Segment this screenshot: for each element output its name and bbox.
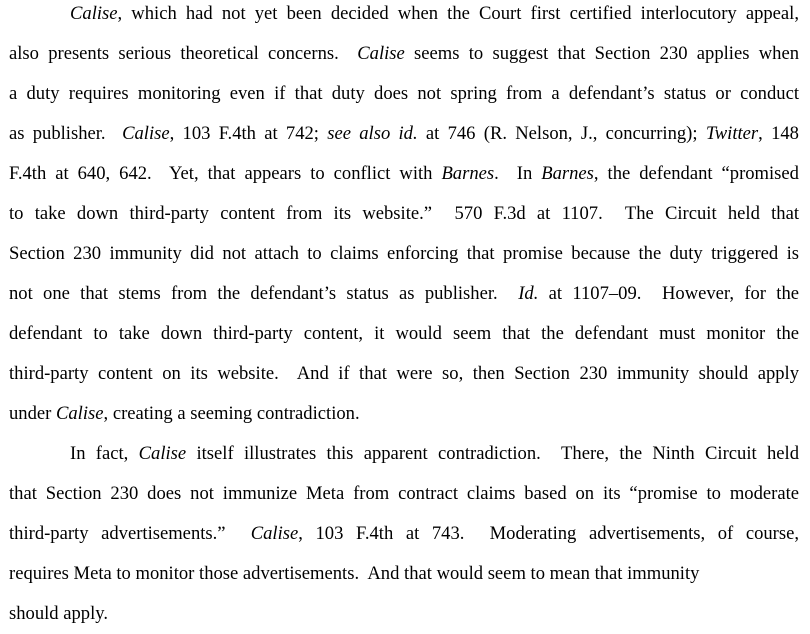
text-run: third-party advertisements.” xyxy=(9,523,251,544)
text-run: as publisher. xyxy=(9,123,123,144)
text-run: a duty requires monitoring even if that duty does not spring from a defendant’s status or conduct xyxy=(9,83,799,104)
text-line xyxy=(9,602,108,626)
text-line xyxy=(9,122,799,146)
italic-citation: Calise xyxy=(357,43,405,64)
text-run: In fact, xyxy=(70,443,139,464)
text-run: defendant to take down third-party content, it would seem that the defendant must monitor the xyxy=(9,323,799,344)
text-run: also presents serious theoretical concerns. xyxy=(9,43,358,64)
text-line xyxy=(9,402,360,426)
text-run: , 103 F.4th at 742; xyxy=(169,123,328,144)
italic-citation: Calise xyxy=(55,403,104,424)
text-line xyxy=(9,562,769,586)
text-run: F.4th at 640, 642. Yet, that appears to conflict with xyxy=(9,163,442,184)
text-line xyxy=(9,42,799,66)
text-run: Section 230 immunity did not attach to claims enforcing that promise because the duty triggered is xyxy=(9,243,799,264)
italic-citation: Calise xyxy=(70,3,118,24)
text-run: third-party content on its website. And if that were so, then Section 230 immunity should apply xyxy=(9,363,799,384)
italic-citation: see also id. xyxy=(327,123,418,144)
text-line xyxy=(9,82,799,106)
italic-citation: Barnes xyxy=(441,163,495,184)
italic-citation: Calise xyxy=(138,443,187,464)
text-run: under xyxy=(9,403,56,424)
text-line xyxy=(9,362,799,386)
italic-citation: Id. xyxy=(518,283,539,304)
text-run: should apply. xyxy=(9,603,108,624)
text-run: , the defendant “promised xyxy=(593,163,799,184)
text-line xyxy=(9,202,799,226)
text-run: requires Meta to monitor those advertisements. And that would seem to mean that immunity xyxy=(9,563,700,584)
text-line xyxy=(9,242,799,266)
text-run: seems to suggest that Section 230 applies when xyxy=(404,43,799,64)
text-line xyxy=(9,322,799,346)
text-run: to take down third-party content from its website.” 570 F.3d at 1107. The Circuit held that xyxy=(9,203,799,224)
text-run: , 148 xyxy=(758,123,799,144)
italic-citation: Calise xyxy=(122,123,170,144)
text-run: . In xyxy=(494,163,542,184)
text-line xyxy=(9,522,799,546)
text-run: , creating a seeming contradiction. xyxy=(103,403,360,424)
text-line xyxy=(70,2,799,26)
text-line xyxy=(9,482,799,506)
text-run: at 746 (R. Nelson, J., concurring); xyxy=(417,123,706,144)
text-run: itself illustrates this apparent contradiction. There, the Ninth Circuit held xyxy=(186,443,799,464)
text-line xyxy=(70,442,799,466)
text-run: , 103 F.4th at 743. Moderating advertisements, of course, xyxy=(298,523,799,544)
italic-citation: Twitter xyxy=(705,123,759,144)
text-run: at 1107–09. However, for the xyxy=(538,283,800,304)
italic-citation: Calise xyxy=(250,523,299,544)
text-line xyxy=(9,162,799,186)
text-run: not one that stems from the defendant’s status as publisher. xyxy=(9,283,519,304)
text-run: that Section 230 does not immunize Meta from contract claims based on its “promise to moderate xyxy=(9,483,799,504)
text-line xyxy=(9,282,799,306)
text-run: , which had not yet been decided when the Court first certified interlocutory appeal, xyxy=(117,3,799,24)
italic-citation: Barnes xyxy=(541,163,594,184)
